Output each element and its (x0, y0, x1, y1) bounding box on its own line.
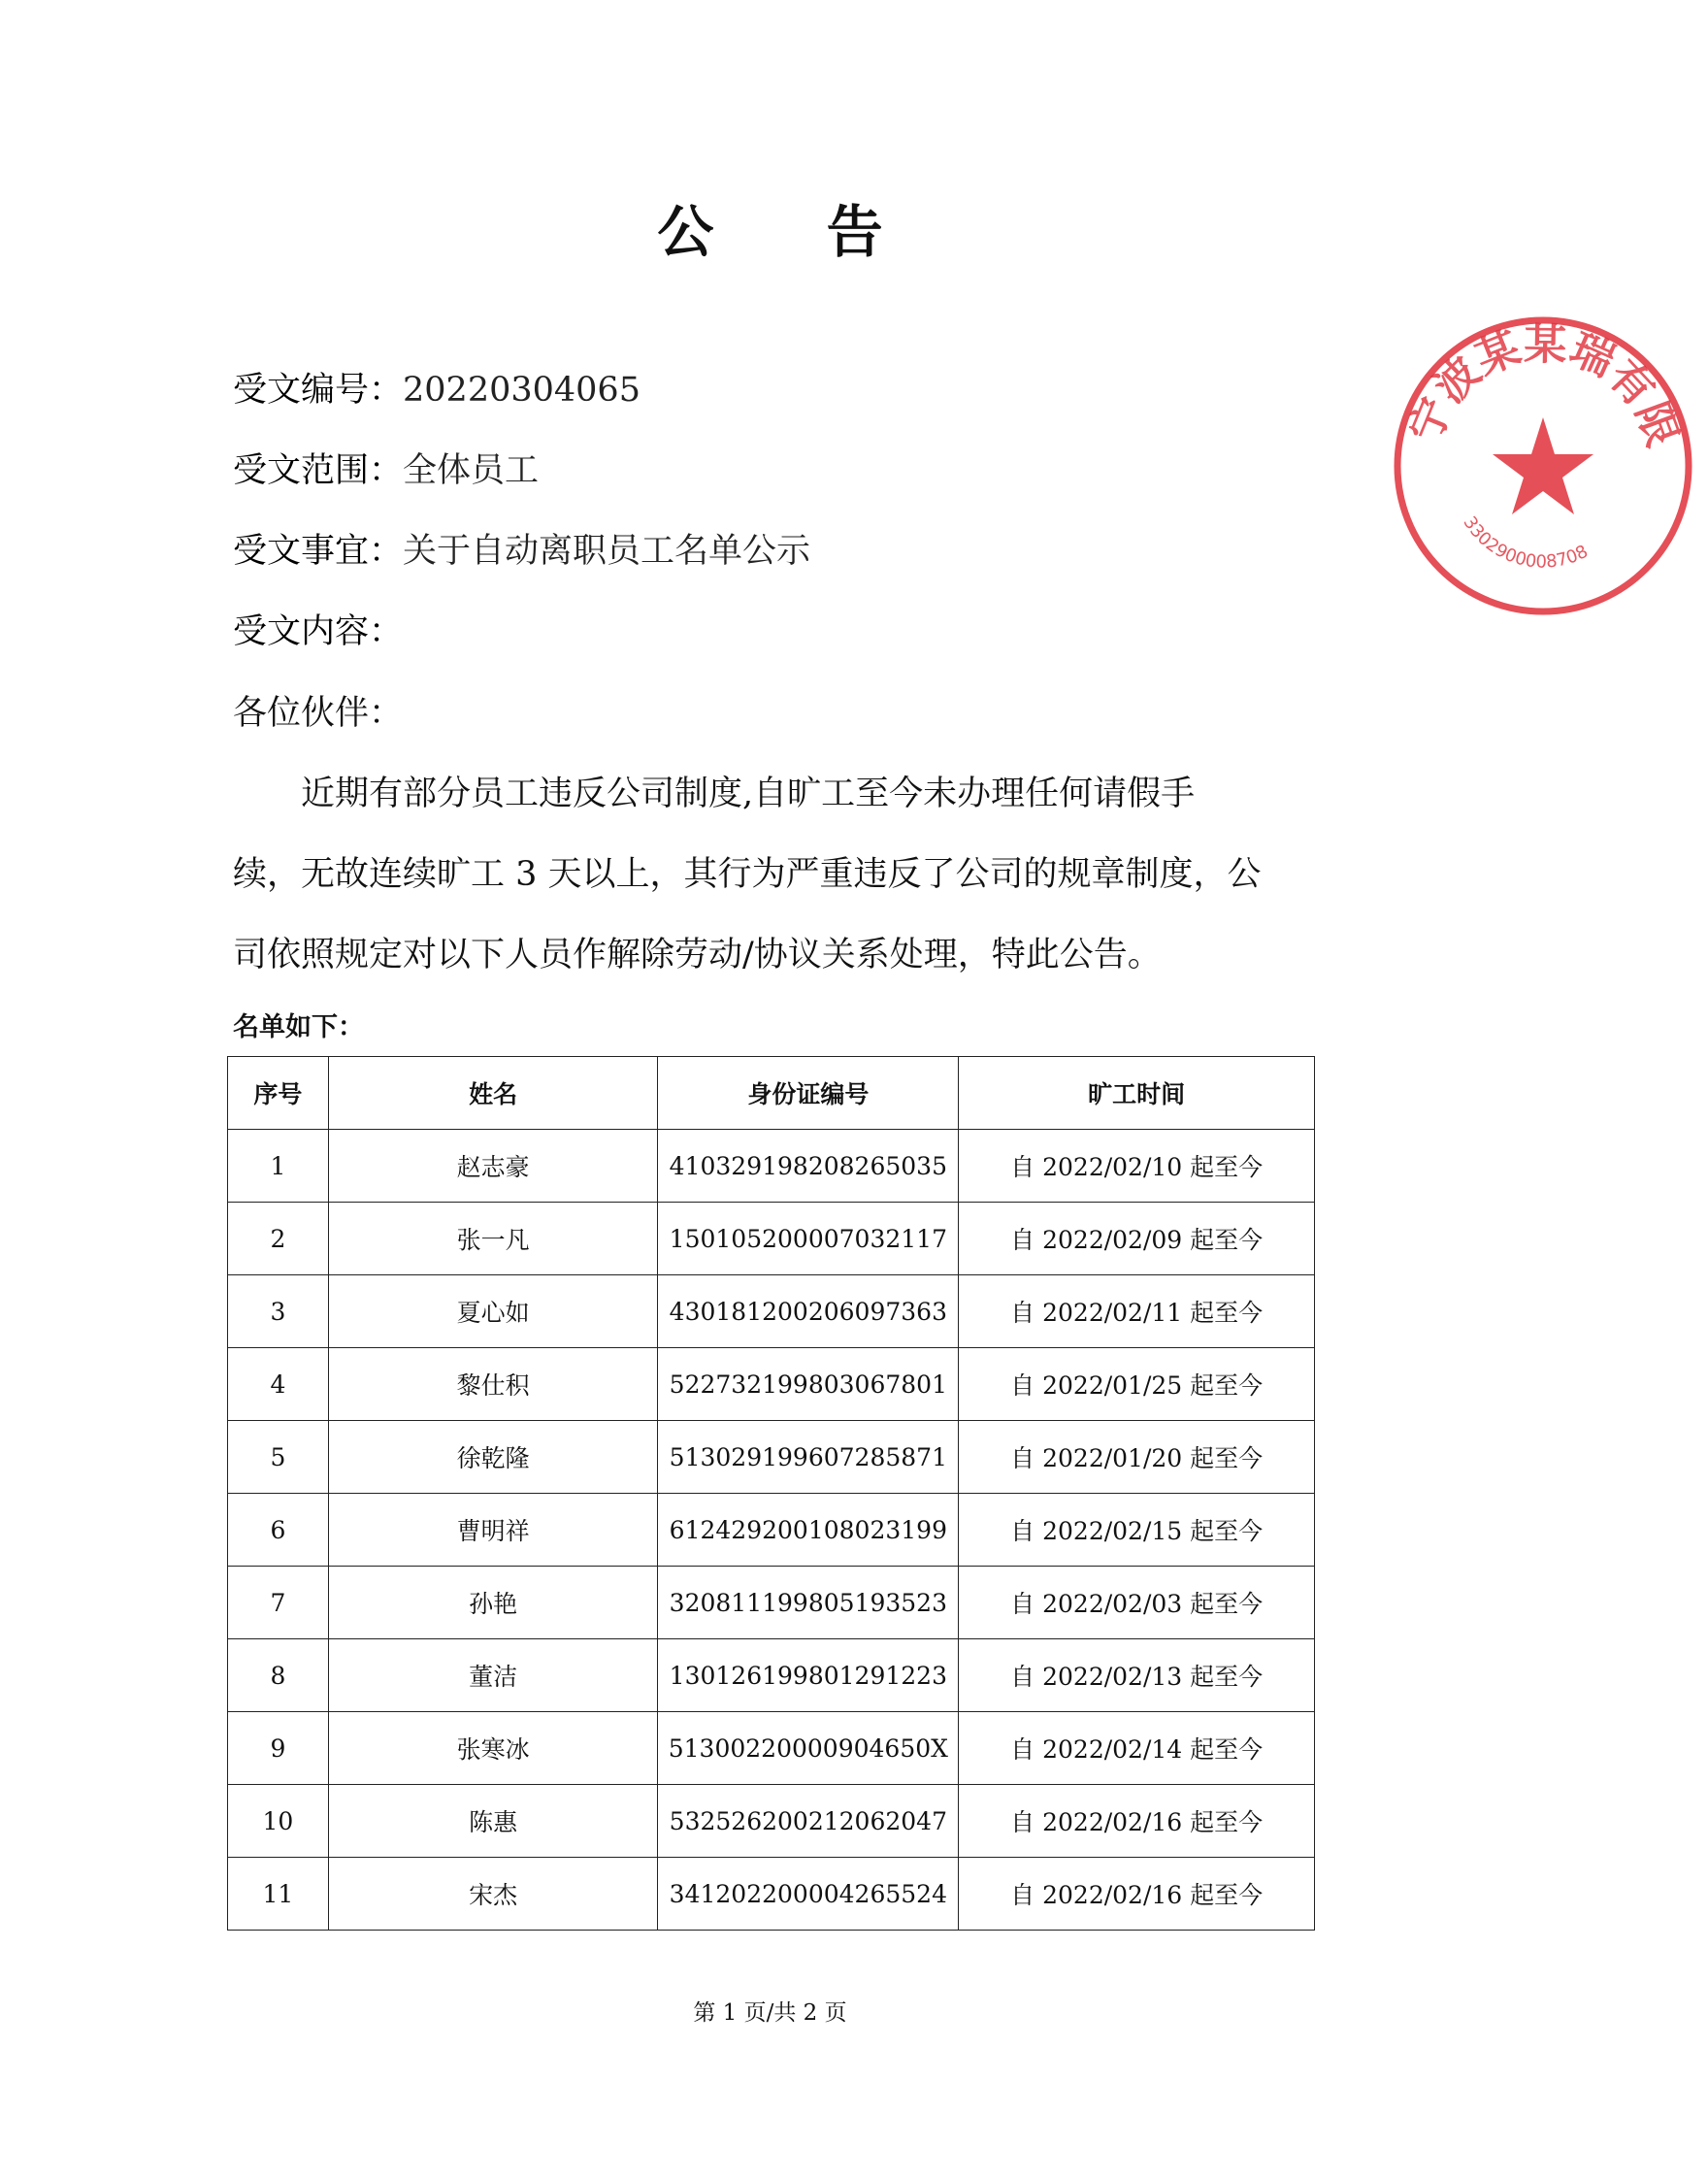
table-row (228, 1567, 1315, 1639)
header-index: 序号 (228, 1057, 329, 1130)
row-absence-time: 自 2022/02/16 起至今 (959, 1858, 1315, 1931)
header-absence-time: 旷工时间 (959, 1057, 1315, 1130)
row-index: 7 (228, 1567, 329, 1639)
row-name: 赵志豪 (328, 1130, 657, 1203)
body-line-2: 续，无故连续旷工 3 天以上，其行为严重违反了公司的规章制度，公 (233, 855, 1262, 894)
doc-scope-label: 受文范围： (233, 451, 404, 490)
table-row (228, 1348, 1315, 1421)
row-id-number: 522732199803067801 (658, 1348, 959, 1421)
doc-scope-value: 全体员工 (403, 451, 540, 490)
row-absence-time: 自 2022/01/20 起至今 (959, 1421, 1315, 1494)
row-index: 8 (228, 1639, 329, 1712)
row-name: 黎仕积 (328, 1348, 657, 1421)
doc-subject-line (233, 528, 810, 575)
row-absence-time: 自 2022/02/14 起至今 (959, 1712, 1315, 1785)
table-row (228, 1203, 1315, 1275)
row-absence-time: 自 2022/02/15 起至今 (959, 1494, 1315, 1567)
table-row (228, 1275, 1315, 1348)
table-row (228, 1639, 1315, 1712)
row-name: 董洁 (328, 1639, 657, 1712)
table-row (228, 1130, 1315, 1203)
row-index: 9 (228, 1712, 329, 1785)
table-header-row (228, 1057, 1315, 1130)
doc-subject-label: 受文事宜： (233, 532, 404, 571)
row-id-number: 430181200206097363 (658, 1275, 959, 1348)
doc-subject-value: 关于自动离职员工名单公示 (403, 532, 811, 571)
row-id-number: 532526200212062047 (658, 1785, 959, 1858)
row-absence-time: 自 2022/02/16 起至今 (959, 1785, 1315, 1858)
row-name: 曹明祥 (328, 1494, 657, 1567)
row-index: 2 (228, 1203, 329, 1275)
roster-table (227, 1056, 1315, 1931)
row-absence-time: 自 2022/02/03 起至今 (959, 1567, 1315, 1639)
row-name: 张寒冰 (328, 1712, 657, 1785)
table-row (228, 1494, 1315, 1567)
header-id-number: 身份证编号 (658, 1057, 959, 1130)
row-absence-time: 自 2022/02/13 起至今 (959, 1639, 1315, 1712)
doc-content-line (233, 609, 403, 655)
doc-scope-line (233, 447, 539, 494)
row-absence-time: 自 2022/02/11 起至今 (959, 1275, 1315, 1348)
greeting: 各位伙伴： (233, 694, 404, 733)
row-id-number: 612429200108023199 (658, 1494, 959, 1567)
row-index: 3 (228, 1275, 329, 1348)
row-index: 11 (228, 1858, 329, 1931)
page-title: 公 告 (657, 199, 930, 265)
body-line-3: 司依照规定对以下人员作解除劳动/协议关系处理，特此公告。 (233, 936, 1162, 974)
seal-graphic (1378, 301, 1708, 631)
row-name: 张一凡 (328, 1203, 657, 1275)
row-id-number: 341202200004265524 (658, 1858, 959, 1931)
page-footer: 第 1 页/共 2 页 (693, 2000, 847, 2026)
row-name: 徐乾隆 (328, 1421, 657, 1494)
row-name: 陈惠 (328, 1785, 657, 1858)
row-index: 4 (228, 1348, 329, 1421)
list-heading: 名单如下： (233, 1012, 364, 1042)
svg-text:宁波某某瑞有限公司: 宁波某某瑞有限 (1399, 319, 1688, 453)
row-id-number: 410329198208265035 (658, 1130, 959, 1203)
row-absence-time: 自 2022/02/10 起至今 (959, 1130, 1315, 1203)
row-index: 1 (228, 1130, 329, 1203)
table-row (228, 1858, 1315, 1931)
row-id-number: 150105200007032117 (658, 1203, 959, 1275)
row-index: 6 (228, 1494, 329, 1567)
company-seal (1378, 301, 1708, 631)
row-name: 孙艳 (328, 1567, 657, 1639)
body-line-1: 近期有部分员工违反公司制度,自旷工至今未办理任何请假手 (233, 775, 1196, 813)
doc-number-value: 20220304065 (403, 371, 640, 410)
row-id-number: 130126199801291223 (658, 1639, 959, 1712)
row-absence-time: 自 2022/02/09 起至今 (959, 1203, 1315, 1275)
row-index: 5 (228, 1421, 329, 1494)
doc-number-line (233, 367, 640, 413)
table-row (228, 1785, 1315, 1858)
table-row (228, 1712, 1315, 1785)
table-row (228, 1421, 1315, 1494)
row-absence-time: 自 2022/01/25 起至今 (959, 1348, 1315, 1421)
row-name: 夏心如 (328, 1275, 657, 1348)
row-id-number: 513029199607285871 (658, 1421, 959, 1494)
doc-number-label: 受文编号： (233, 371, 404, 410)
row-id-number: 320811199805193523 (658, 1567, 959, 1639)
doc-content-label: 受文内容： (233, 612, 404, 651)
row-name: 宋杰 (328, 1858, 657, 1931)
row-index: 10 (228, 1785, 329, 1858)
row-id-number: 51300220000904650X (658, 1712, 959, 1785)
header-name: 姓名 (328, 1057, 657, 1130)
svg-text:3302900008708: 3302900008708 (1459, 512, 1592, 573)
